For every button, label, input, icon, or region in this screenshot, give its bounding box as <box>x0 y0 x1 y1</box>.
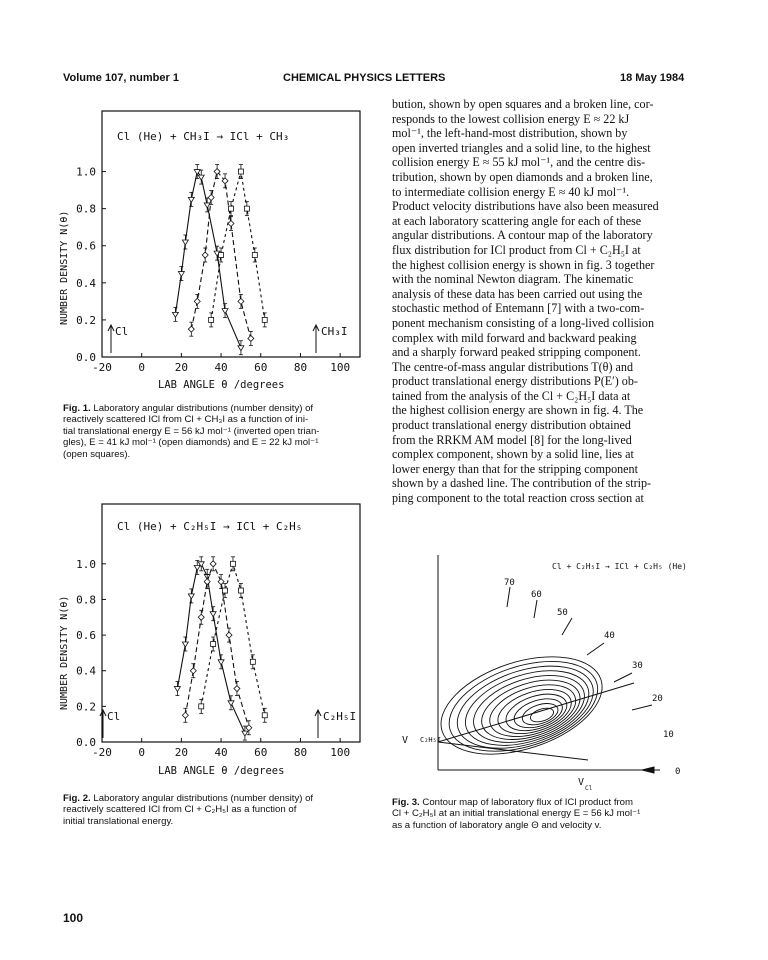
fig2-beam-left: Cl <box>107 710 121 723</box>
series-3-point <box>244 202 249 216</box>
body-line: complex component, shown by a solid line, lies at <box>392 447 634 462</box>
angle-arrow <box>562 618 572 635</box>
angle-arrow <box>587 643 604 655</box>
beam-arrow-left <box>108 325 114 353</box>
body-line: collision energy E ≈ 55 kJ mol⁻¹, and the centre dis- <box>392 155 646 170</box>
body-line: The centre-of-mass angular distributions T(θ) and <box>392 359 633 374</box>
fig3-v-label: V <box>402 735 409 746</box>
series-2-point <box>202 248 208 262</box>
fig1-reaction-label: Cl (He) + CH₃I → ICl + CH₃ <box>117 130 290 143</box>
series-1-point <box>210 607 216 621</box>
body-line: flux distribution for ICl product from Cl + C₂H₅I at <box>392 242 641 257</box>
x-tick-label: 20 <box>174 361 189 374</box>
x-tick-label: 0 <box>138 746 146 759</box>
body-line: angular distributions. A contour map of the laboratory <box>392 228 653 243</box>
x-tick-label: 40 <box>214 361 228 374</box>
fig1-beam-right: CH₃I <box>321 325 348 338</box>
body-line: product translational energy distributions P(E′) ob- <box>392 374 638 389</box>
fig2-chart <box>45 498 375 788</box>
fig3-angle-70: 70 <box>504 578 515 588</box>
fig3-vcl-sub: Cl <box>585 785 593 792</box>
x-tick-label: 100 <box>330 746 351 759</box>
fig3-angle-0: 0 <box>675 767 681 777</box>
body-line: shown by a dashed line. The contribution of the strip- <box>392 476 652 491</box>
y-tick-label: 0.4 <box>76 664 96 678</box>
y-tick-label: 0.4 <box>76 276 96 290</box>
series-1-point <box>188 589 194 603</box>
body-line: bution, shown by open squares and a broken line, cor- <box>392 97 654 111</box>
fig1-ylabel: NUMBER DENSITY N(θ) <box>59 210 70 325</box>
body-line: with the nominal Newton diagram. The kinematic <box>392 272 634 287</box>
fig1-caption: Fig. 1. Laboratory angular distributions (number density) of reactively scattered ICl from Cl + CH₃I as a function of ini- tial translational energy E = 56 kJ mol⁻¹ (inverted open trian- gles), E = 41 kJ mol⁻¹ (open diamonds) and E = 22 kJ mol⁻¹ (open squares). <box>63 403 320 460</box>
x-tick-label: 40 <box>214 746 228 759</box>
x-tick-label: -20 <box>92 746 112 759</box>
body-line: tained from the analysis of the Cl + C₂H₅I data at <box>392 388 631 403</box>
date-header: 18 May 1984 <box>620 72 685 84</box>
series-3-point <box>209 313 214 327</box>
fig2-reaction-label: Cl (He) + C₂H₅I → ICl + C₂H₅ <box>117 520 303 533</box>
series-1-point <box>188 192 194 206</box>
body-line: ping component to the total reaction cross section at <box>392 491 644 506</box>
beam-arrow-right <box>313 325 319 353</box>
body-line: mol⁻¹, the left-hand-most distribution, shown by <box>392 126 628 141</box>
series-1-point <box>182 235 188 249</box>
body-line: ponent mechanism consisting of a long-lived collision <box>392 315 654 330</box>
series-1-point <box>174 682 180 696</box>
series-1-point <box>172 307 178 321</box>
series-3-curve <box>211 172 265 320</box>
series-3-point <box>252 248 257 262</box>
series-1-point <box>182 637 188 651</box>
fig3-angle-60: 60 <box>531 590 542 600</box>
x-tick-label: 80 <box>293 361 308 374</box>
fig3-vcl-label: V <box>578 777 585 788</box>
fig3-angle-10: 10 <box>663 730 674 740</box>
beam-arrow-right <box>315 710 321 738</box>
series-3-point <box>250 655 255 669</box>
body-line: the highest collision energy is shown in fig. 3 together <box>392 257 655 272</box>
fig2-caption: Fig. 2. Laboratory angular distributions (number density) of reactively scattered ICl from Cl + C₂H₅I as a function of initial translational energy. <box>63 793 314 827</box>
series-2-point <box>238 294 244 308</box>
y-tick-label: 0.2 <box>76 700 96 714</box>
series-2-point <box>188 322 194 336</box>
x-tick-label: 0 <box>138 361 146 374</box>
fig3-c2h5i-label: C₂H₅I <box>420 736 442 744</box>
series-2-point <box>182 708 188 722</box>
fig3-angle-50: 50 <box>557 608 568 618</box>
body-line: product translational energy distribution obtained <box>392 418 631 433</box>
series-2-point <box>198 610 204 624</box>
series-3-curve <box>201 564 265 716</box>
series-3-point <box>229 202 234 216</box>
series-2-point <box>226 628 232 642</box>
x-tick-label: -20 <box>92 361 112 374</box>
volume-header: Volume 107, number 1 <box>63 72 179 84</box>
fig2-xlabel: LAB ANGLE θ /degrees <box>158 765 285 777</box>
page-number: 100 <box>63 911 84 925</box>
x-tick-label: 20 <box>174 746 189 759</box>
body-text-column <box>392 97 714 506</box>
y-tick-label: 1.0 <box>76 557 96 571</box>
fig3-angle-20: 20 <box>652 694 663 704</box>
series-2-point <box>190 664 196 678</box>
body-line: complex with mild forward and backward peaking <box>392 330 637 345</box>
y-tick-label: 0.0 <box>76 351 96 364</box>
x-tick-label: 60 <box>254 746 268 759</box>
fig3-reaction-label: Cl + C₂H₅I → ICl + C₂H₅ (He) <box>552 562 687 571</box>
series-2-point <box>222 174 228 188</box>
journal-header: CHEMICAL PHYSICS LETTERS <box>283 72 446 84</box>
series-3-point <box>219 248 224 262</box>
series-3-point <box>262 708 267 722</box>
series-1-point <box>204 198 210 212</box>
series-2-point <box>248 331 254 345</box>
fig1-chart <box>45 105 375 395</box>
body-line: stochastic method of Entemann [7] with a two-com- <box>392 301 645 316</box>
series-3-point <box>199 699 204 713</box>
fig3-angle-30: 30 <box>632 661 643 671</box>
angle-arrow <box>507 587 510 607</box>
body-line: open inverted triangles and a solid line, to the highest <box>392 140 651 155</box>
contour-line <box>483 675 582 746</box>
body-line: lower energy than that for the stripping component <box>392 461 638 476</box>
series-1-point <box>198 170 204 184</box>
body-line: at each laboratory scattering angle for each of these <box>392 213 642 228</box>
series-1-point <box>218 655 224 669</box>
angle-arrow <box>632 705 652 710</box>
series-2-point <box>214 165 220 179</box>
body-line: responds to the lowest collision energy E ≈ 22 kJ <box>392 111 630 126</box>
body-line: the highest collision energy are shown in fig. 4. The <box>392 403 644 418</box>
body-line: analysis of these data has been carried out using the <box>392 286 643 301</box>
fig1-beam-left: Cl <box>115 325 129 338</box>
body-line: from the RRKM AM model [8] for the long-lived <box>392 432 632 447</box>
series-1-curve <box>177 564 245 733</box>
series-3-point <box>211 637 216 651</box>
y-tick-label: 0.0 <box>76 736 96 749</box>
fig1-xlabel: LAB ANGLE θ /degrees <box>158 379 285 391</box>
body-line: Product velocity distributions have also been measured <box>392 199 659 214</box>
fig2-ylabel: NUMBER DENSITY N(θ) <box>59 595 70 710</box>
contour-line <box>474 669 587 751</box>
x-tick-label: 80 <box>293 746 308 759</box>
y-tick-label: 0.8 <box>76 202 96 216</box>
x-tick-label: 60 <box>254 361 268 374</box>
fig2-beam-right: C₂H₅I <box>323 710 357 723</box>
series-2-point <box>208 191 214 205</box>
y-tick-label: 0.2 <box>76 313 96 327</box>
y-tick-label: 0.8 <box>76 593 96 607</box>
contour-line <box>511 693 566 733</box>
fig3-contour-map <box>392 555 722 795</box>
angle-arrow <box>534 600 537 618</box>
y-tick-label: 0.6 <box>76 239 96 253</box>
body-line: to intermediate collision energy E ≈ 40 kJ mol⁻¹. <box>392 184 630 199</box>
y-tick-label: 0.6 <box>76 629 96 643</box>
angle-arrow <box>614 673 632 682</box>
fig3-angle-40: 40 <box>604 631 615 641</box>
series-2-point <box>234 682 240 696</box>
y-tick-label: 1.0 <box>76 165 96 179</box>
fig3-caption: Fig. 3. Contour map of laboratory flux of ICl product from Cl + C₂H₅I at an initial translational energy E = 56 kJ mol⁻¹ as a function of laboratory angle Θ and velocity v. <box>392 797 641 831</box>
x-tick-label: 100 <box>330 361 351 374</box>
body-line: and a sharply forward peaked stripping component. <box>392 345 641 360</box>
series-2-point <box>194 294 200 308</box>
series-3-point <box>262 313 267 327</box>
body-line: tribution, shown by open diamonds and a broken line, <box>392 169 653 184</box>
beam-arrow-left <box>100 710 106 738</box>
series-1-point <box>178 267 184 281</box>
